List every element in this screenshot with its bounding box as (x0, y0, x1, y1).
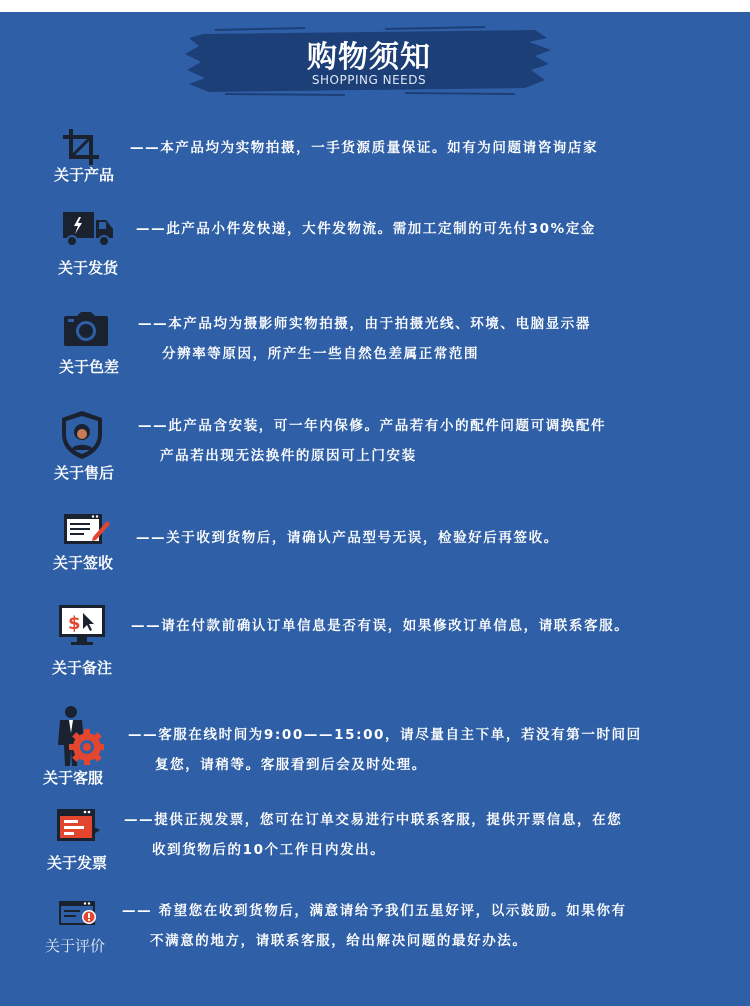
item-description: ——本产品均为实物拍摄，一手货源质量保证。如有为问题请咨询店家 (130, 140, 599, 156)
item-label: 关于客服 (42, 769, 103, 787)
person-gear-icon (54, 705, 104, 771)
item-description: ——本产品均为摄影师实物拍摄，由于拍摄光线、环境、电脑显示器 分辨率等原因，所产生一些自然色差属正常范围 (138, 316, 591, 362)
item-description: —— 希望您在收到货物后，满意请给予我们五星好评，以示鼓励。如果你有 不满意的地方，请联系客服，给出解决问题的最好办法。 (122, 903, 627, 949)
item-label: 关于产品 (53, 166, 114, 184)
item-description: ——客服在线时间为9:00——15:00，请尽量自主下单，若没有第一时间回 复您，请稍等。客服看到后会及时处理。 (128, 727, 642, 773)
item-label: 关于色差 (58, 358, 119, 376)
shield-person-icon (60, 410, 104, 464)
header-banner (185, 26, 553, 96)
item-description: ——提供正规发票，您可在订单交易进行中联系客服，提供开票信息，在您 收到货物后的10个工作日内发出。 (124, 812, 623, 858)
camera-icon (63, 311, 109, 351)
item-label: 关于售后 (53, 464, 114, 482)
delivery-truck-icon (62, 210, 114, 252)
item-label: 关于评价 (44, 937, 105, 955)
item-description: ——此产品含安装，可一年内保修。产品若有小的配件问题可调换配件 产品若出现无法换件的原因可上门安装 (138, 418, 607, 464)
item-description: ——请在付款前确认订单信息是否有误，如果修改订单信息，请联系客服。 (131, 618, 630, 634)
review-window-icon (58, 900, 100, 932)
item-label: 关于签收 (52, 554, 113, 572)
page-subtitle: SHOPPING NEEDS (311, 73, 427, 87)
monitor-dollar-icon (58, 604, 106, 650)
svg-text:$: $ (68, 613, 81, 634)
item-label: 关于发货 (57, 259, 118, 277)
item-label: 关于备注 (51, 659, 112, 677)
page-title: 购物须知 (307, 40, 431, 75)
invoice-icon (56, 808, 102, 848)
item-description: ——关于收到货物后，请确认产品型号无误，检验好后再签收。 (136, 530, 559, 546)
item-label: 关于发票 (46, 854, 107, 872)
item-description: ——此产品小件发快递，大件发物流。需加工定制的可先付30%定金 (136, 221, 596, 237)
document-pen-icon (63, 513, 111, 551)
